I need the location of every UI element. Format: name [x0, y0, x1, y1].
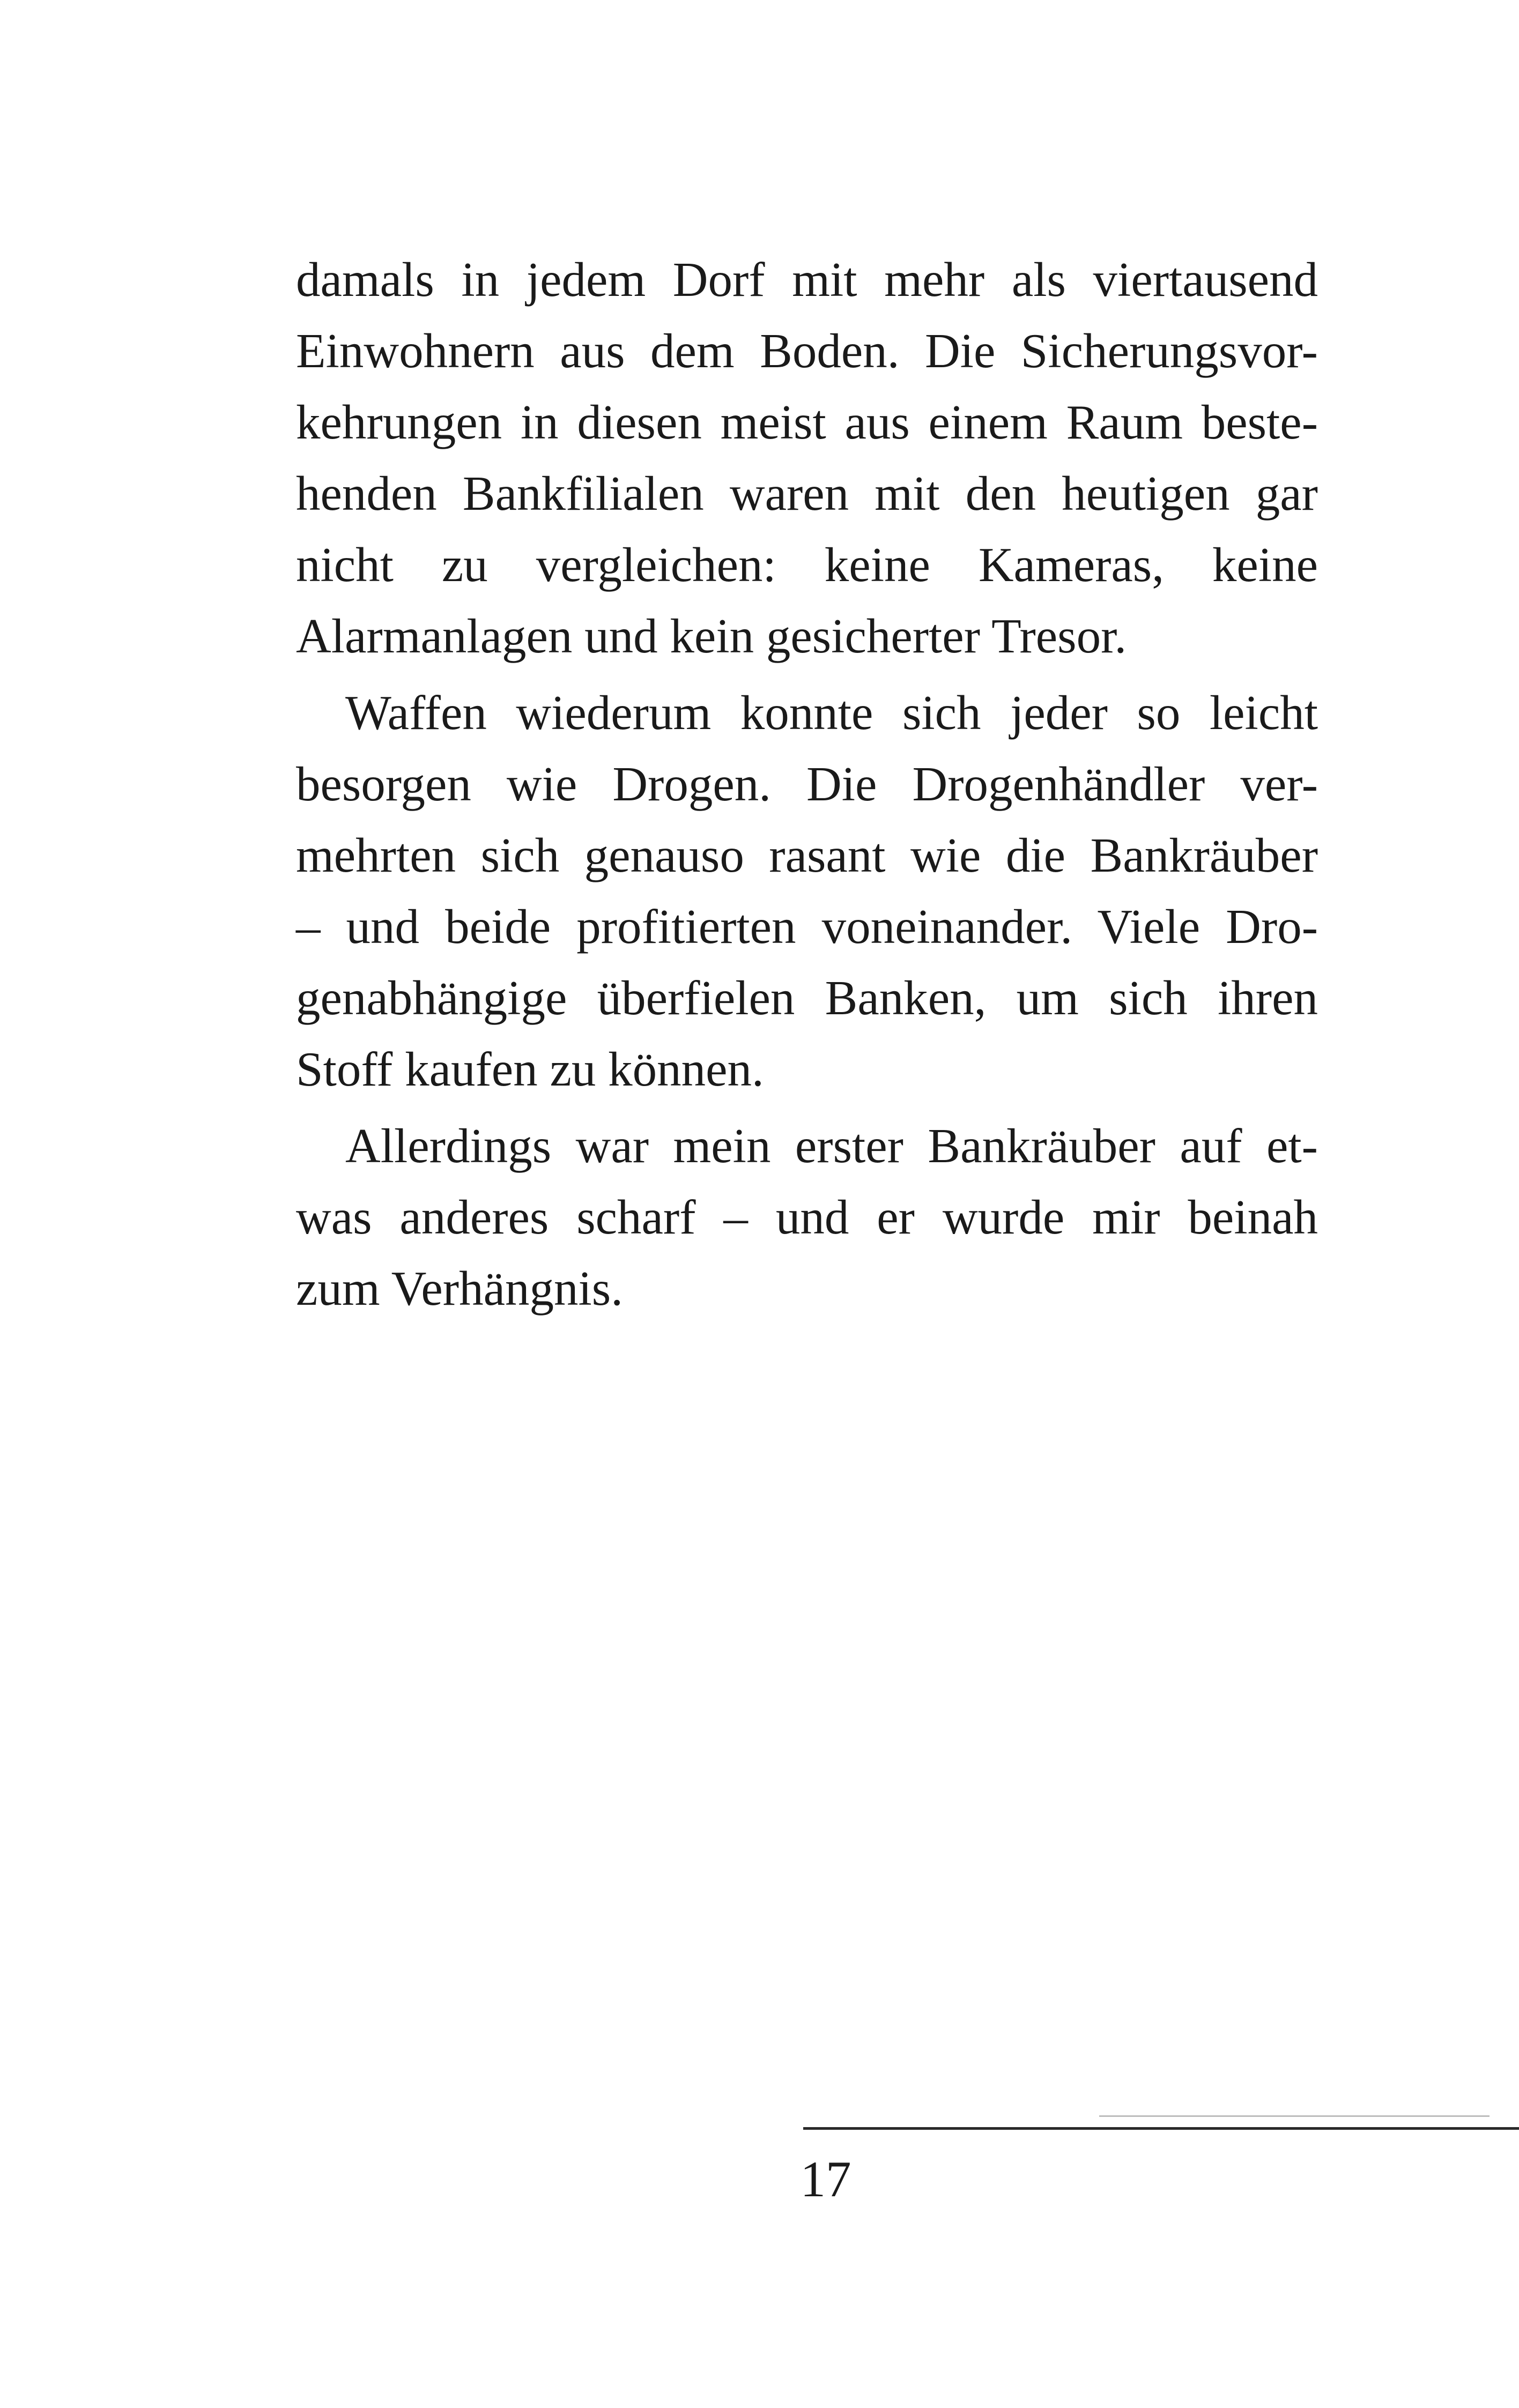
text-line: kehrungen in diesen meist aus einem Raum beste- — [296, 395, 1318, 449]
page-number: 17 — [800, 2151, 851, 2208]
text-line: Waffen wiederum konnte sich jeder so leicht — [345, 686, 1318, 740]
text-line: Alarmanlagen und kein gesicherter Tresor. — [296, 609, 1127, 663]
footer-rule — [803, 2127, 1519, 2130]
text-line: henden Bankfilialen waren mit den heutigen gar — [296, 466, 1318, 521]
paragraph-3 — [296, 1110, 1318, 1324]
footer-rule-thin — [1099, 2115, 1490, 2117]
text-line: – und beide profitierten voneinander. Viele Dro- — [296, 900, 1318, 954]
paragraph-1 — [296, 244, 1318, 672]
text-line: nicht zu vergleichen: keine Kameras, keine — [296, 538, 1318, 592]
paragraph-2 — [296, 677, 1318, 1105]
body-text — [296, 244, 1318, 1324]
text-line: mehrten sich genauso rasant wie die Bankräuber — [296, 828, 1318, 882]
text-line: was anderes scharf – und er wurde mir beinah — [296, 1190, 1318, 1244]
text-line: Einwohnern aus dem Boden. Die Sicherungsvor- — [296, 324, 1318, 378]
text-line: Stoff kaufen zu können. — [296, 1042, 764, 1096]
text-line: Allerdings war mein erster Bankräuber auf et- — [345, 1119, 1318, 1173]
text-line: besorgen wie Drogen. Die Drogenhändler ver- — [296, 757, 1318, 811]
text-line: damals in jedem Dorf mit mehr als viertausend — [296, 252, 1318, 307]
text-line: zum Verhängnis. — [296, 1261, 623, 1316]
text-line: genabhängige überfielen Banken, um sich ihren — [296, 971, 1318, 1025]
